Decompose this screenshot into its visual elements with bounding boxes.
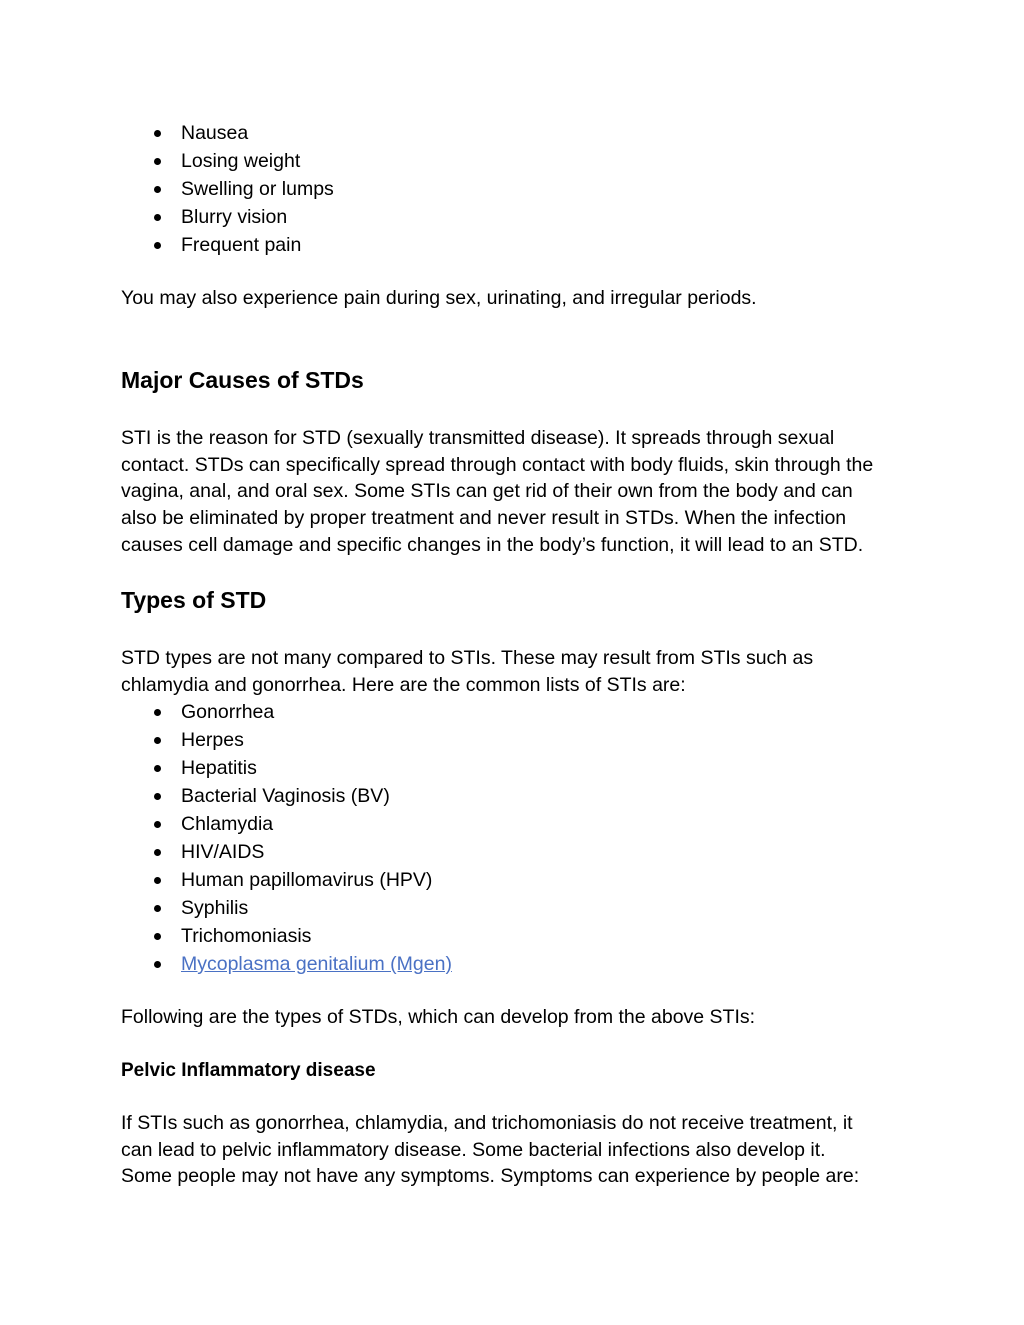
types-intro-paragraph — [121, 645, 911, 698]
pid-heading: Pelvic Inflammatory disease — [121, 1060, 376, 1081]
list-item[interactable] — [121, 950, 911, 978]
list-item: Trichomoniasis — [121, 922, 911, 950]
causes-paragraph — [121, 425, 911, 559]
bullet-icon — [154, 737, 161, 744]
bullet-icon — [154, 877, 161, 884]
bullet-icon — [154, 214, 161, 221]
mycoplasma-link[interactable]: Mycoplasma genitalium (Mgen) — [181, 953, 452, 975]
bullet-icon — [154, 821, 161, 828]
paragraph-line: STD types are not many compared to STIs. These may result from STIs such as — [121, 647, 814, 669]
paragraph-line: vagina, anal, and oral sex. Some STIs can get rid of their own from the body and can — [121, 480, 853, 503]
paragraph-line: causes cell damage and specific changes in the body’s function, it will lead to an STD. — [121, 533, 864, 556]
bullet-icon — [154, 709, 161, 716]
bullet-icon — [154, 158, 161, 165]
list-item: Syphilis — [121, 894, 911, 922]
bullet-icon — [154, 186, 161, 193]
bullet-icon — [154, 130, 161, 137]
bullet-icon — [154, 849, 161, 856]
sti-list-block — [121, 698, 911, 978]
following-paragraph-block — [121, 1004, 911, 1031]
bullet-icon — [154, 905, 161, 912]
paragraph-line: chlamydia and gonorrhea. Here are the common lists of STIs are: — [121, 673, 686, 696]
list-item: Bacterial Vaginosis (BV) — [121, 782, 911, 810]
pid-paragraph — [121, 1110, 911, 1190]
causes-heading: Major Causes of STDs — [121, 367, 364, 393]
symptoms-list-block — [121, 119, 911, 259]
bullet-icon — [154, 933, 161, 940]
list-item: Losing weight — [121, 147, 911, 175]
bullet-icon — [154, 242, 161, 249]
paragraph-line: If STIs such as gonorrhea, chlamydia, and trichomoniasis do not receive treatment, it — [121, 1112, 853, 1134]
list-item: HIV/AIDS — [121, 838, 911, 866]
symptoms-list — [121, 119, 911, 259]
pain-paragraph: You may also experience pain during sex, urinating, and irregular periods. — [121, 287, 757, 309]
list-item: Swelling or lumps — [121, 175, 911, 203]
list-item: Human papillomavirus (HPV) — [121, 866, 911, 894]
list-item: Nausea — [121, 119, 911, 147]
pain-paragraph-block — [121, 285, 911, 312]
sti-list — [121, 698, 911, 978]
paragraph-line: can lead to pelvic inflammatory disease. Some bacterial infections also develop it. — [121, 1138, 826, 1161]
types-heading: Types of STD — [121, 587, 267, 613]
paragraph-line: also be eliminated by proper treatment and never result in STDs. When the infection — [121, 507, 847, 530]
list-item: Frequent pain — [121, 231, 911, 259]
bullet-icon — [154, 793, 161, 800]
bullet-icon — [154, 765, 161, 772]
paragraph-line: Some people may not have any symptoms. Symptoms can experience by people are: — [121, 1165, 860, 1188]
paragraph-line: contact. STDs can specifically spread through contact with body fluids, skin through the — [121, 453, 874, 476]
list-item: Blurry vision — [121, 203, 911, 231]
bullet-icon — [154, 961, 161, 968]
list-item: Hepatitis — [121, 754, 911, 782]
list-item: Chlamydia — [121, 810, 911, 838]
paragraph-line: STI is the reason for STD (sexually transmitted disease). It spreads through sexual — [121, 427, 835, 449]
list-item: Herpes — [121, 726, 911, 754]
following-paragraph: Following are the types of STDs, which can develop from the above STIs: — [121, 1006, 756, 1028]
list-item: Gonorrhea — [121, 698, 911, 726]
